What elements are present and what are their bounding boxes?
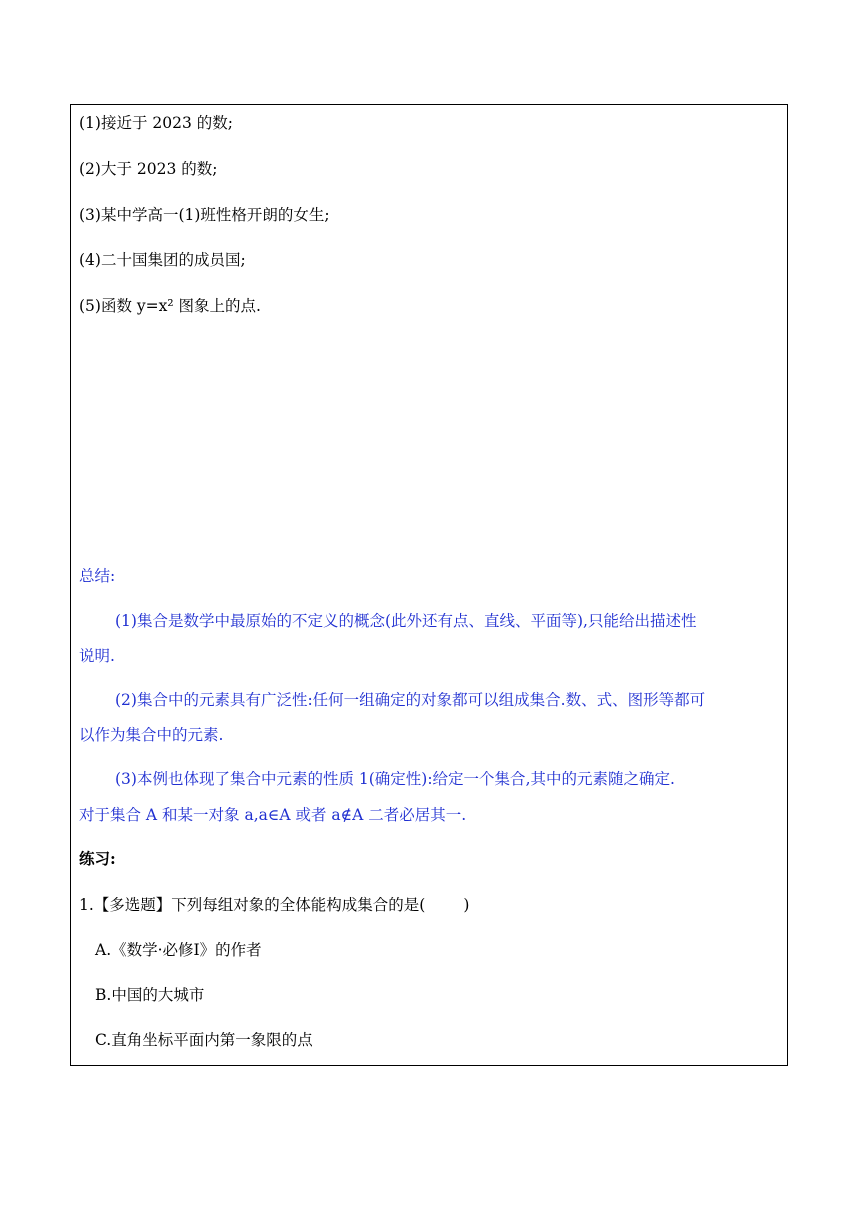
practice-heading: 练习: xyxy=(79,849,116,868)
summary-paragraph-3-line-2: 对于集合 A 和某一对象 a,a∈A 或者 a∉A 二者必居其一. xyxy=(79,806,467,824)
summary-paragraph-2-line-1: (2)集合中的元素具有广泛性:任何一组确定的对象都可以组成集合.数、式、图形等都可 xyxy=(115,691,706,709)
list-item: (2)大于 2023 的数; xyxy=(79,160,218,178)
summary-paragraph-1-line-1: (1)集合是数学中最原始的不定义的概念(此外还有点、直线、平面等),只能给出描述性 xyxy=(115,612,697,630)
summary-heading: 总结: xyxy=(79,567,116,585)
list-item: (3)某中学高一(1)班性格开朗的女生; xyxy=(79,206,330,224)
option-c: C.直角坐标平面内第一象限的点 xyxy=(95,1031,313,1049)
content-frame xyxy=(70,104,788,1066)
summary-paragraph-3-line-1: (3)本例也体现了集合中元素的性质 1(确定性):给定一个集合,其中的元素随之确定. xyxy=(115,770,675,788)
question-text: 1.【多选题】下列每组对象的全体能构成集合的是( xyxy=(79,896,426,914)
list-item: (5)函数 y=x² 图象上的点. xyxy=(79,297,261,315)
list-item: (4)二十国集团的成员国; xyxy=(79,251,246,269)
question-close-paren: ) xyxy=(463,896,470,914)
summary-paragraph-2-line-2: 以作为集合中的元素. xyxy=(79,726,224,744)
practice-question xyxy=(79,895,469,915)
option-b: B.中国的大城市 xyxy=(95,986,205,1004)
option-a: A.《数学·必修Ⅰ》的作者 xyxy=(95,941,262,959)
list-item: (1)接近于 2023 的数; xyxy=(79,114,233,132)
summary-paragraph-1-line-2: 说明. xyxy=(79,647,115,665)
